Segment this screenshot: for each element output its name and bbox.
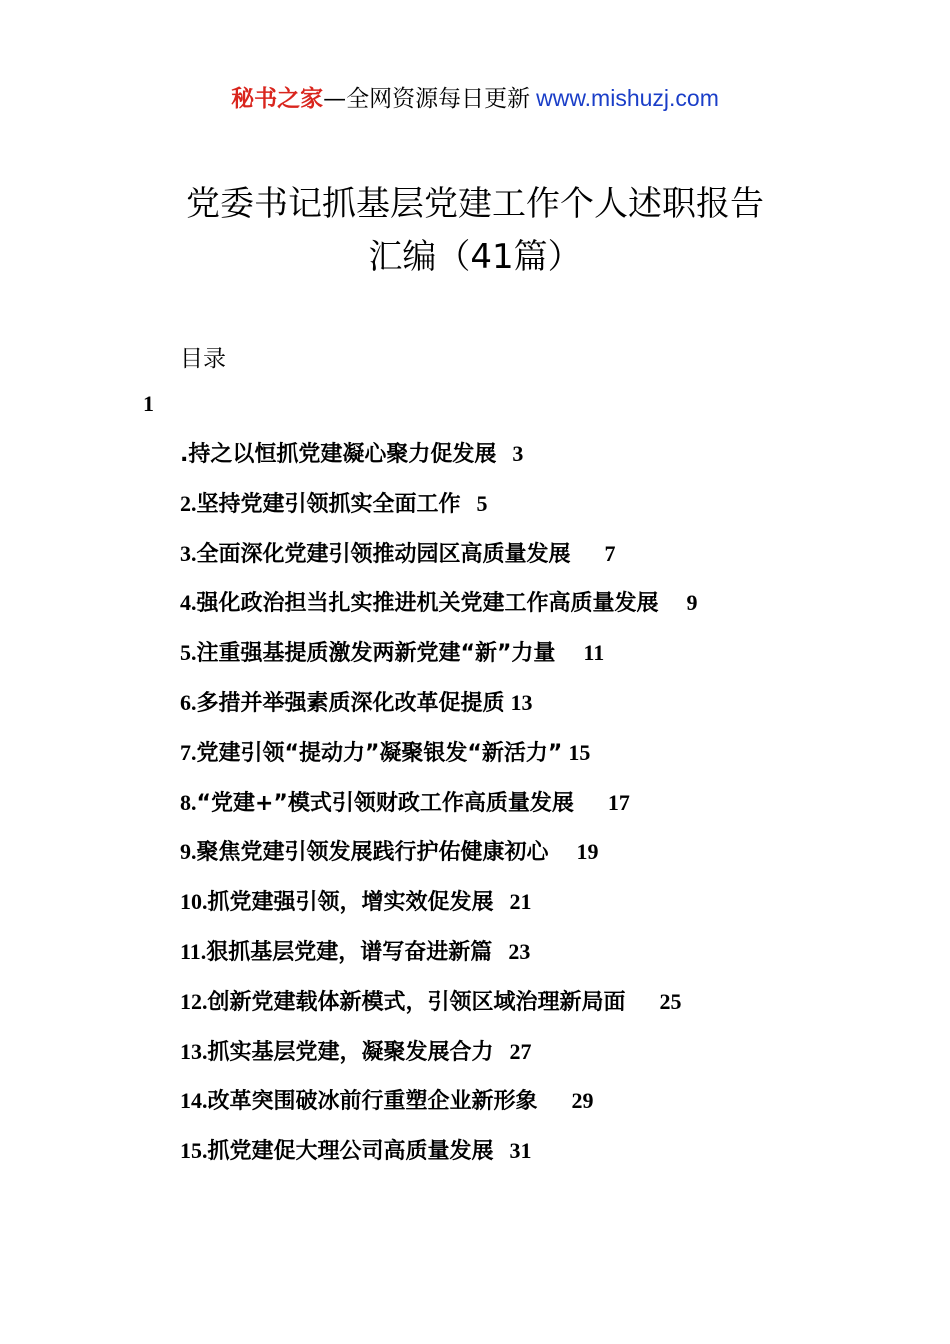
toc-item-page: 19 xyxy=(576,839,599,865)
toc-item-page: 31 xyxy=(509,1138,532,1164)
toc-item[interactable] xyxy=(180,586,900,636)
toc-item-number: 9. xyxy=(180,839,197,865)
toc-first-number: 1 xyxy=(143,391,154,416)
toc-item-title: 创新党建载体新模式，引领区域治理新局面 xyxy=(207,989,626,1015)
toc-item[interactable] xyxy=(180,1035,900,1085)
title-line-2: 汇编（41篇） xyxy=(368,237,582,277)
toc-item-title: 抓党建促大理公司高质量发展 xyxy=(207,1139,494,1165)
toc-item-number: 12. xyxy=(180,988,208,1014)
toc-item-title: 多措并举强素质深化改革促提质 xyxy=(196,690,505,716)
toc-item-number: 10. xyxy=(180,889,208,915)
toc-item[interactable] xyxy=(180,1084,900,1134)
toc-item-title: 注重强基提质激发两新党建“新”力量 xyxy=(196,641,556,667)
toc-item[interactable] xyxy=(180,985,900,1035)
toc-item-title: .持之以恒抓党建凝心聚力促发展 xyxy=(180,442,497,467)
document-title xyxy=(0,178,950,284)
toc-item[interactable] xyxy=(180,885,900,935)
toc-item[interactable] xyxy=(180,935,900,985)
toc-item[interactable] xyxy=(180,736,900,786)
toc-item-title: 聚焦党建引领发展践行护佑健康初心 xyxy=(196,840,549,866)
toc-item-page: 21 xyxy=(509,889,532,915)
toc-item-number: 8. xyxy=(180,789,197,815)
toc-item-page: 29 xyxy=(571,1088,594,1114)
toc-item-number: 5. xyxy=(180,640,197,666)
toc-item-page: 3 xyxy=(512,441,524,466)
toc-item-number: 2. xyxy=(180,490,197,516)
toc-item[interactable] xyxy=(180,686,900,736)
toc-item[interactable] xyxy=(180,1134,900,1184)
toc-item[interactable] xyxy=(180,437,900,487)
toc-item-page: 17 xyxy=(607,789,630,815)
toc-item-title: “党建+”模式引领财政工作高质量发展 xyxy=(196,790,574,816)
toc-item-number: 6. xyxy=(180,689,197,715)
banner-dash: — xyxy=(323,86,347,112)
toc-item-title: 抓实基层党建，凝聚发展合力 xyxy=(207,1039,494,1065)
toc-item-title: 强化政治担当扎实推进机关党建工作高质量发展 xyxy=(196,591,659,617)
toc-item-page: 11 xyxy=(583,640,605,666)
banner-tagline: 全网资源每日更新 xyxy=(346,86,531,112)
toc-item-number: 11. xyxy=(180,938,207,964)
toc-list xyxy=(180,437,900,1184)
toc-item-number: 15. xyxy=(180,1138,208,1164)
toc-item-number: 3. xyxy=(180,540,197,566)
toc-item-page: 15 xyxy=(568,739,591,765)
toc-item-page: 7 xyxy=(604,540,616,566)
toc-item[interactable] xyxy=(180,636,900,686)
site-banner xyxy=(0,80,950,113)
brand-name: 秘书之家 xyxy=(231,86,324,112)
toc-item[interactable] xyxy=(180,487,900,537)
toc-item-title: 抓党建强引领，增实效促发展 xyxy=(207,890,494,916)
toc-item-page: 9 xyxy=(686,590,698,616)
toc-item-title: 狠抓基层党建，谱写奋进新篇 xyxy=(206,939,493,965)
toc-item-page: 27 xyxy=(509,1038,532,1064)
toc-item-number: 14. xyxy=(180,1088,208,1114)
toc-item-page: 5 xyxy=(476,490,488,516)
toc-item[interactable] xyxy=(180,786,900,836)
toc-item-page: 23 xyxy=(508,938,531,964)
site-url-link[interactable]: www.mishuzj.com xyxy=(536,85,719,111)
toc-item-title: 改革突围破冰前行重塑企业新形象 xyxy=(207,1089,538,1115)
toc-item-number: 4. xyxy=(180,590,197,616)
toc-item-number: 13. xyxy=(180,1038,208,1064)
toc-item[interactable] xyxy=(180,537,900,587)
toc-item-title: 党建引领“提动力”凝聚银发“新活力” xyxy=(196,740,563,766)
toc-item-title: 全面深化党建引领推动园区高质量发展 xyxy=(196,541,571,567)
toc-item-page: 25 xyxy=(659,988,682,1014)
toc-heading: 目录 xyxy=(180,346,226,372)
toc-item-number: 7. xyxy=(180,739,197,765)
toc-item-title: 坚持党建引领抓实全面工作 xyxy=(196,491,461,517)
toc-item[interactable] xyxy=(180,835,900,885)
toc-item-page: 13 xyxy=(510,689,533,715)
title-line-1: 党委书记抓基层党建工作个人述职报告 xyxy=(186,184,764,224)
